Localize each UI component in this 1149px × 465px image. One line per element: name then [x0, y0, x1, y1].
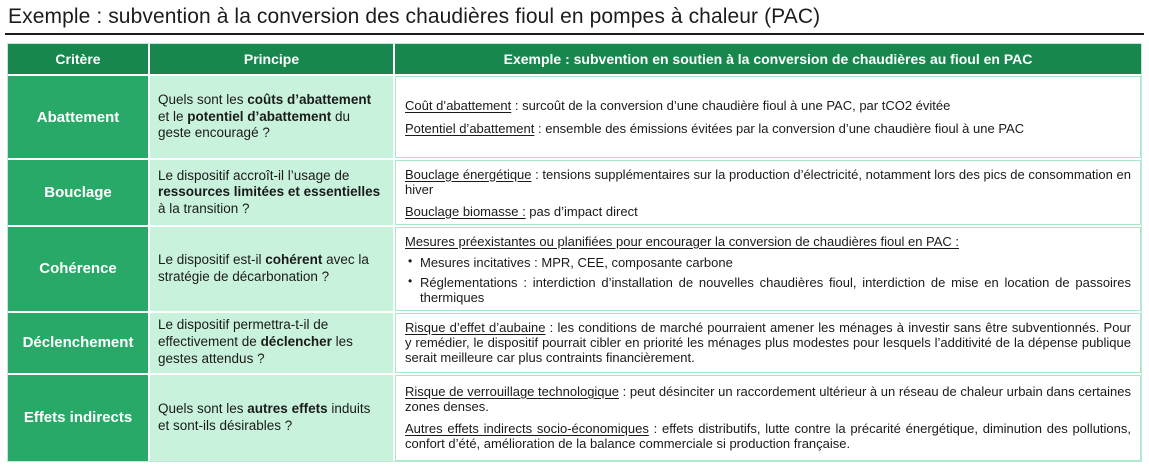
principle-cell-effets-indirects: Quels sont les autres effets induits et sont-ils désirables ? [150, 375, 393, 461]
example-paragraph: Risque d’effet d’aubaine : les conditions de marché pourraient amener les ménages à investir sans être subventionnés. Pour y remédier, le dispositif pourrait cibler en priorité les ménages plus modestes pour lesquels l’additivité de la dépense publique serait meilleure car plus contraints financièrement. [405, 319, 1131, 366]
example-paragraph: Mesures préexistantes ou planifiées pour encourager la conversion de chaudières fioul en PAC : [405, 233, 960, 249]
column-header-exemple: Exemple : subvention en soutien à la conversion de chaudières au fioul en PAC [395, 44, 1141, 74]
principle-cell-abattement: Quels sont les coûts d’abattement et le potentiel d’abattement du geste encouragé ? [150, 76, 393, 158]
example-cell-bouclage [395, 160, 1141, 225]
criterion-cell-abattement: Abattement [8, 76, 148, 158]
principle-cell-declenchement: Le dispositif permettra-t-il de effectivement de déclencher les gestes attendus ? [150, 313, 393, 373]
example-paragraph: Bouclage biomasse : pas d’impact direct [405, 203, 638, 219]
example-paragraph: Bouclage énergétique : tensions supplémentaires sur la production d’électricité, notamment lors des pics de consommation en hiver [405, 166, 1131, 197]
criterion-cell-bouclage: Bouclage [8, 160, 148, 225]
example-paragraph: Autres effets indirects socio-économiques : effets distributifs, lutte contre la précarité énergétique, diminution des pollutions, confort d’été, amélioration de la balance commerciale si production française. [405, 421, 1131, 452]
criterion-cell-effets-indirects: Effets indirects [8, 375, 148, 461]
principle-cell-coherence: Le dispositif est-il cohérent avec la stratégie de décarbonation ? [150, 227, 393, 310]
example-paragraph: Risque de verrouillage technologique : peut désinciter un raccordement ultérieur à un réseau de chaleur urbain dans certaines zones denses. [405, 383, 1131, 414]
example-paragraph: Potentiel d’abattement : ensemble des émissions évitées par la conversion d’une chaudière fioul à une PAC [405, 120, 1025, 136]
criterion-cell-coherence: Cohérence [8, 227, 148, 310]
criteria-table [8, 44, 1141, 461]
example-cell-coherence [395, 227, 1141, 310]
page-title: Exemple : subvention à la conversion des chaudières fioul en pompes à chaleur (PAC) [8, 5, 821, 28]
example-paragraph: Coût d’abattement : surcoût de la conversion d’une chaudière fioul à une PAC, par tCO2 évitée [405, 98, 951, 114]
column-header-critere: Critère [8, 44, 148, 74]
criterion-cell-declenchement: Déclenchement [8, 313, 148, 373]
column-header-principe: Principe [150, 44, 393, 74]
principle-cell-bouclage: Le dispositif accroît-il l’usage de ressources limitées et essentielles à la transition ? [150, 160, 393, 225]
example-cell-effets-indirects [395, 375, 1141, 461]
example-paragraph: • Réglementations : interdiction d’installation de nouvelles chaudières fioul, interdiction de mise en location de passoires thermiques [405, 275, 1131, 305]
example-cell-abattement [395, 76, 1141, 158]
example-paragraph: • Mesures incitatives : MPR, CEE, composante carbone [405, 255, 1131, 270]
title-underline [5, 33, 1144, 35]
example-cell-declenchement [395, 313, 1141, 373]
